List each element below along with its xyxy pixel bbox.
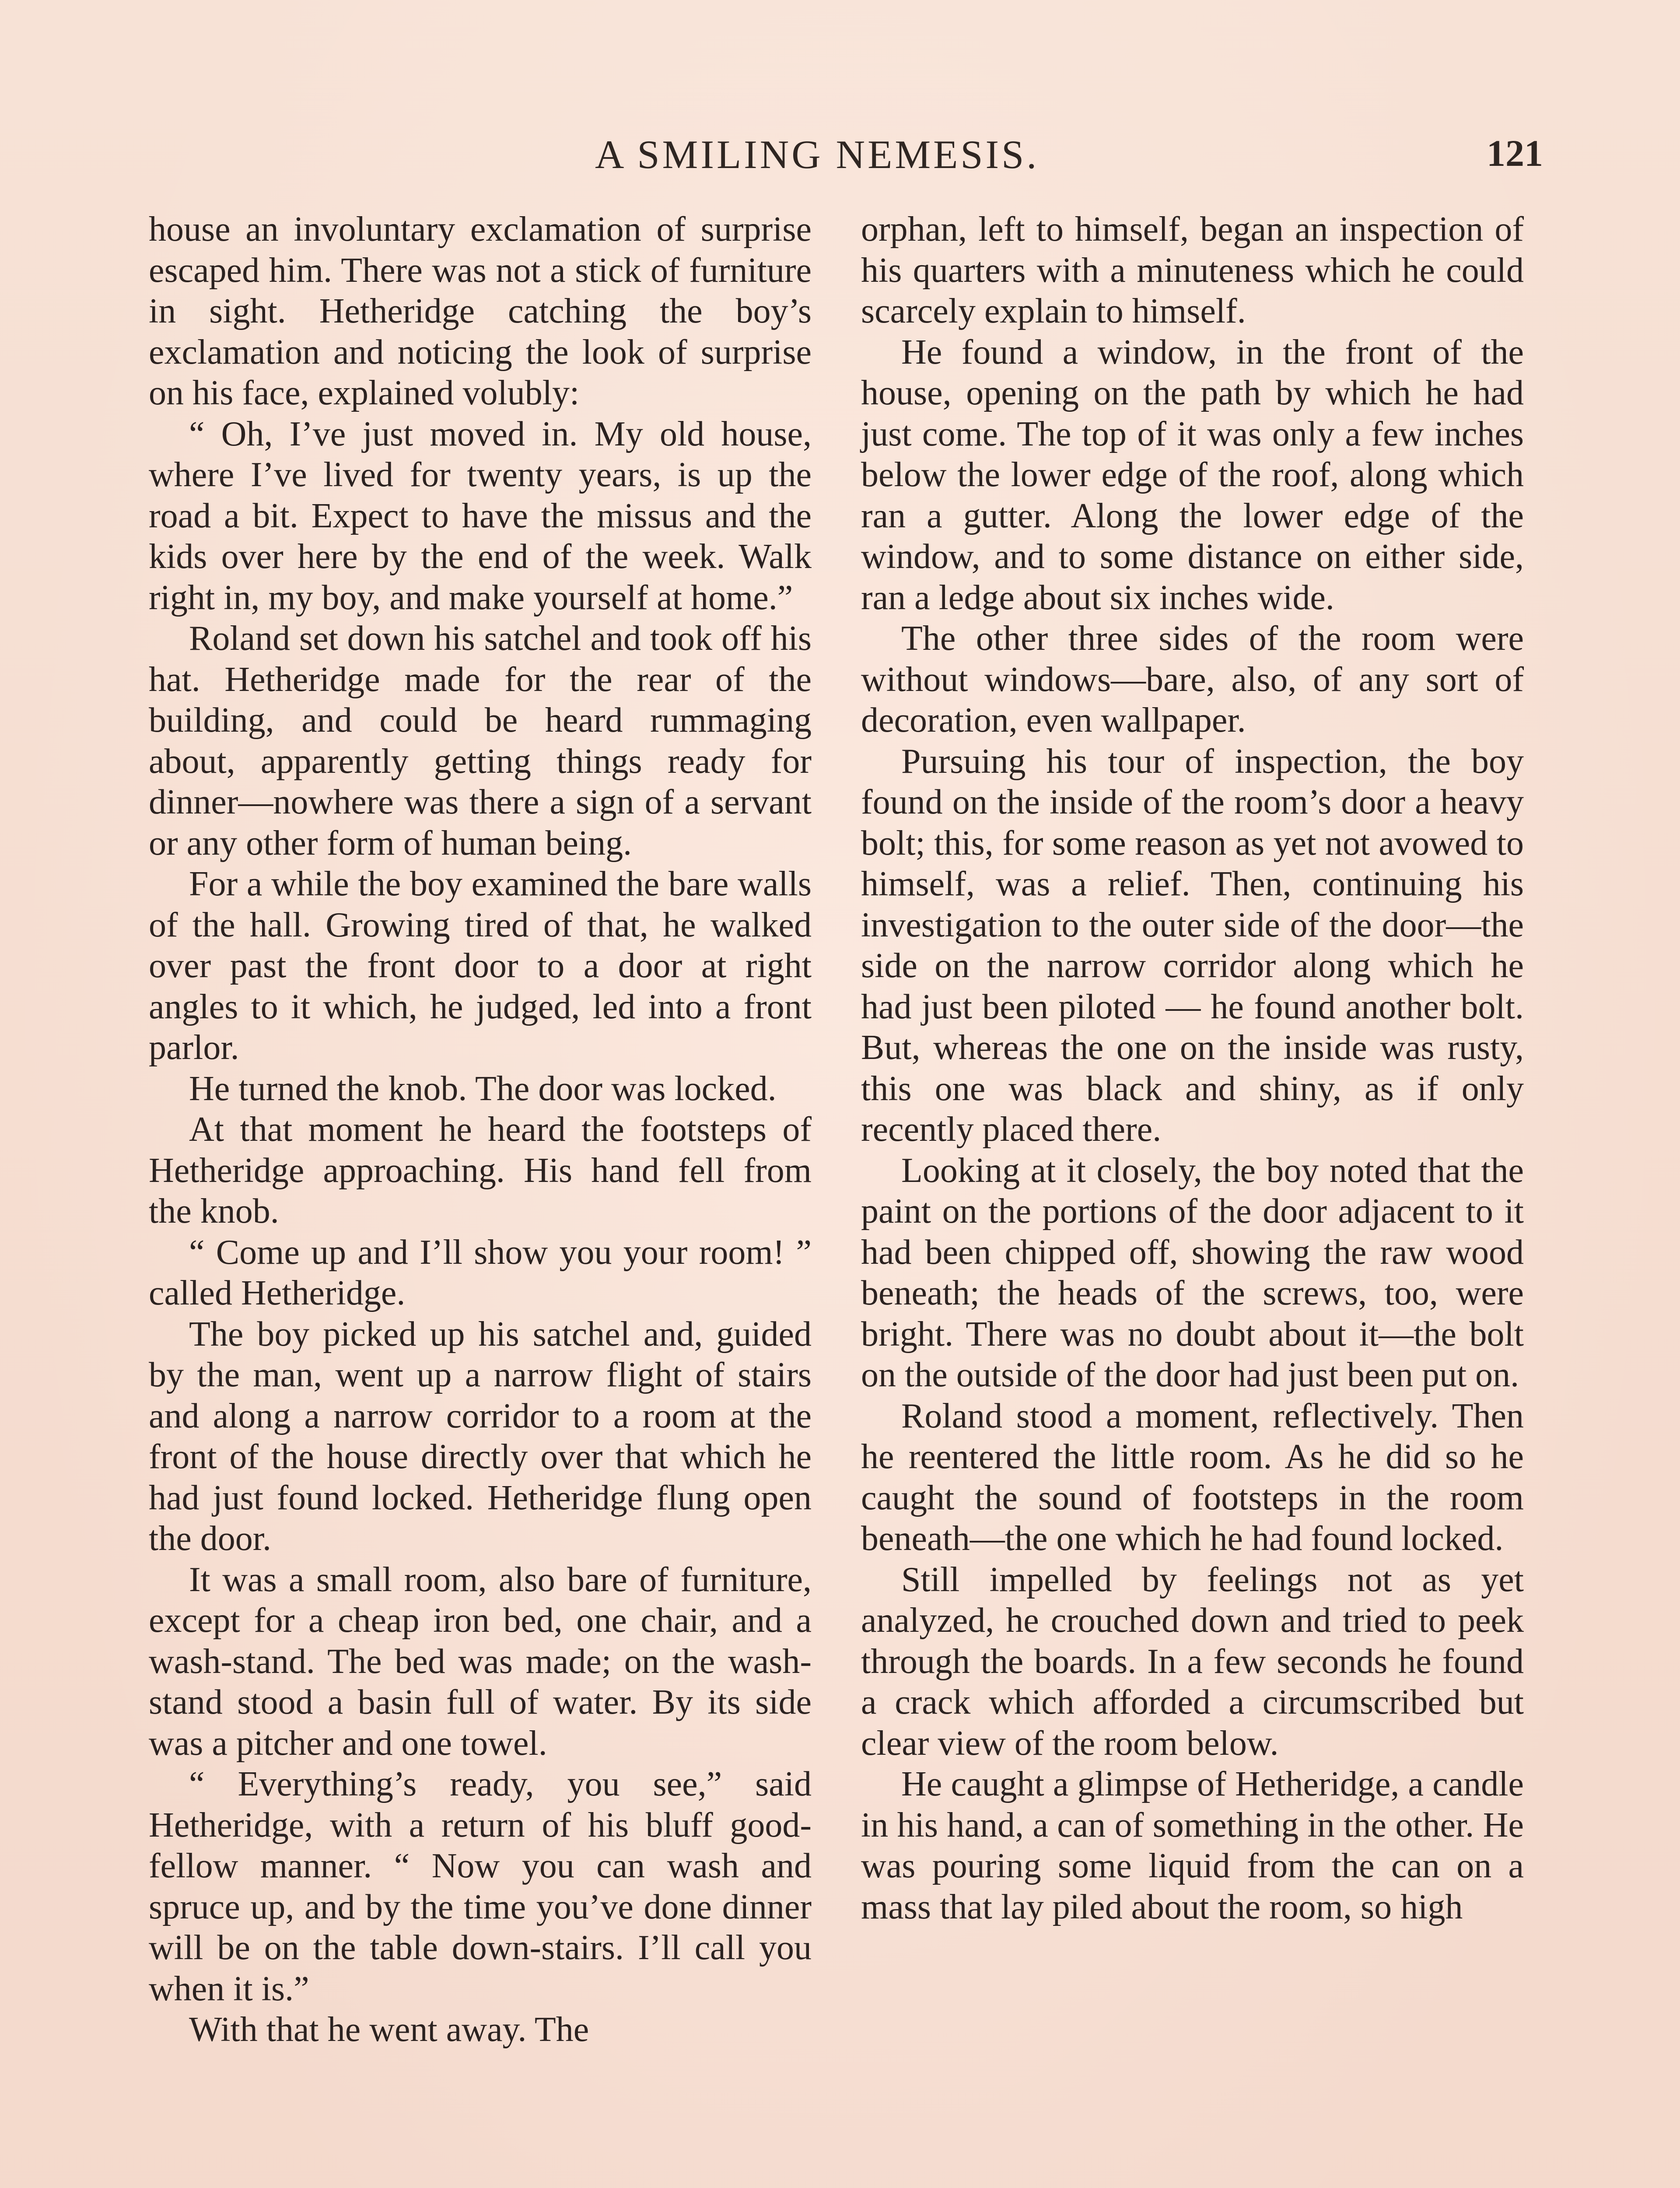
paragraph: “ Come up and I’ll show you your room! ” called Hetheridge. — [149, 1233, 812, 1312]
paragraph: “ Oh, I’ve just moved in. My old house, where I’ve lived for twenty years, is up the road a bit. Expect to have the missus and the kids over here by the end of the week. Walk right in, my boy, and make yourself at home.” — [149, 414, 812, 617]
paragraph: He found a window, in the front of the house, opening on the path by which he had just come. The top of it was only a few inches below the lower edge of the roof, along which ran a gutter. Along the lower edge of the window, and to some distance on either side, ran a ledge about six inches wide. — [861, 333, 1524, 617]
paragraph: orphan, left to himself, began an inspection of his quarters with a minuteness which he could scarcely explain to himself. — [861, 210, 1524, 330]
paragraph: Looking at it closely, the boy noted that the paint on the portions of the door adjacent to it had been chipped off, showing the raw wood beneath; the heads of the screws, too, were bright. There was no doubt about it—the bolt on the outside of the door had just been put on. — [861, 1151, 1524, 1394]
paragraph: Roland stood a moment, reflectively. Then he reentered the little room. As he did so he caught the sound of footsteps in the room beneath—the one which he had found locked. — [861, 1396, 1524, 1558]
page-number: 121 — [1487, 132, 1543, 174]
paragraph: Roland set down his satchel and took off his hat. Hetheridge made for the rear of the building, and could be heard rummaging about, apparently getting things ready for dinner—nowhere was there a sign of a servant or any other form of human being. — [149, 619, 812, 863]
paragraph: With that he went away. The — [189, 2010, 589, 2049]
paragraph: He caught a glimpse of Hetheridge, a candle in his hand, a can of something in the other. He was pouring some liquid from the can on a mass that lay piled about the room, so high — [861, 1765, 1524, 1926]
paragraph: At that moment he heard the footsteps of Hetheridge approaching. His hand fell from the knob. — [149, 1110, 812, 1231]
paragraph: house an involuntary exclamation of surprise escaped him. There was not a stick of furniture in sight. Hetheridge catching the boy’s exclamation and noticing the look of surprise on his face, explained volubly: — [149, 210, 812, 412]
paragraph: For a while the boy examined the bare walls of the hall. Growing tired of that, he walked over past the front door to a door at right angles to it which, he judged, led into a front parlor. — [149, 865, 812, 1067]
paragraph: Still impelled by feelings not as yet analyzed, he crouched down and tried to peek through the boards. In a few seconds he found a crack which afforded a circumscribed but clear view of the room below. — [861, 1560, 1524, 1763]
paragraph: Pursuing his tour of inspection, the boy found on the inside of the room’s door a heavy bolt; this, for some reason as yet not avowed to himself, was a relief. Then, continuing his investigation to the outer side of the door—the side on the narrow corridor along which he had just been piloted — he found another bolt. But, whereas the one on the inside was rusty, this one was black and shiny, as if only recently placed there. — [861, 742, 1524, 1149]
paragraph: He turned the knob. The door was locked. — [189, 1069, 777, 1108]
running-title: A SMILING NEMESIS. — [595, 132, 1040, 177]
left-column — [149, 209, 812, 2051]
paragraph: The other three sides of the room were without windows—bare, also, of any sort of decoration, even wallpaper. — [861, 619, 1524, 740]
paragraph: The boy picked up his satchel and, guided by the man, went up a narrow flight of stairs and along a narrow corridor to a room at the front of the house directly over that which he had just found locked. Hetheridge flung open the door. — [149, 1315, 812, 1558]
paragraph: “ Everything’s ready, you see,” said Hetheridge, with a return of his bluff good-fellow manner. “ Now you can wash and spruce up, and by the time you’ve done dinner will be on the table down-stairs. I’ll call you when it is.” — [149, 1765, 812, 2008]
paragraph: It was a small room, also bare of furniture, except for a cheap iron bed, one chair, and a wash-stand. The bed was made; on the wash-stand stood a basin full of water. By its side was a pitcher and one towel. — [149, 1560, 812, 1763]
right-column — [861, 209, 1524, 1928]
